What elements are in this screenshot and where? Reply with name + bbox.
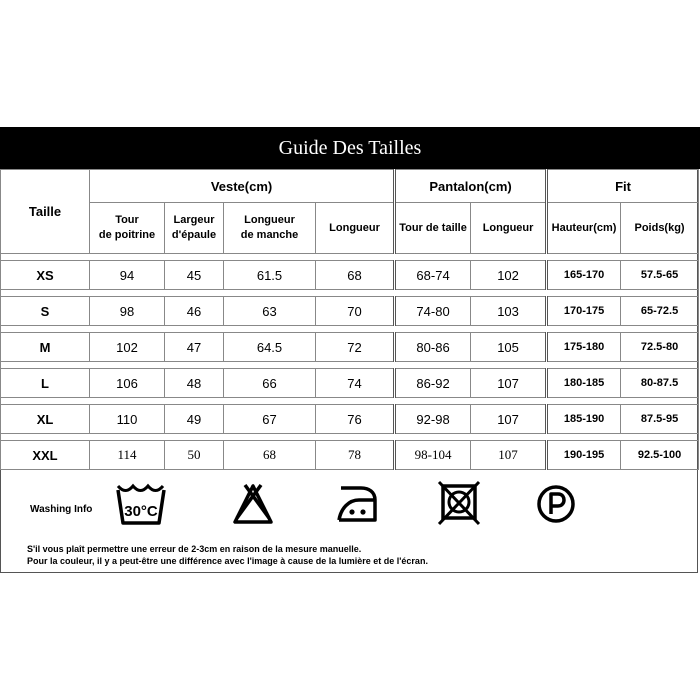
tour-taille-cell: 74-80 — [395, 297, 471, 326]
note-measurement: S'il vous plaît permettre une erreur de 2-3cm en raison de la mesure manuelle. — [27, 544, 362, 554]
size-cell: XS — [1, 261, 90, 290]
size-table — [0, 169, 699, 470]
longueur-pantalon-cell: 103 — [471, 297, 547, 326]
longueur-veste-cell: 74 — [316, 369, 395, 398]
table-row-l — [1, 369, 699, 398]
header-poids: Poids(kg) — [621, 203, 699, 254]
poids-cell: 80-87.5 — [621, 369, 699, 398]
hauteur-cell: 190-195 — [547, 441, 621, 470]
largeur-epaule-cell: 47 — [165, 333, 224, 362]
table-row-xs — [1, 261, 699, 290]
tour-poitrine-cell: 102 — [90, 333, 165, 362]
poids-cell: 92.5-100 — [621, 441, 699, 470]
tour-poitrine-cell: 106 — [90, 369, 165, 398]
largeur-epaule-cell: 49 — [165, 405, 224, 434]
dry-clean-p-icon — [536, 484, 576, 524]
header-fit: Fit — [547, 170, 699, 203]
longueur-veste-cell: 76 — [316, 405, 395, 434]
tour-taille-cell: 68-74 — [395, 261, 471, 290]
header-longueur-veste: Longueur — [316, 203, 395, 254]
table-row-m — [1, 333, 699, 362]
washing-info-label: Washing Info — [30, 504, 93, 515]
poids-cell: 57.5-65 — [621, 261, 699, 290]
note-color: Pour la couleur, il y a peut-être une différence avec l'image à cause de la lumière et de l'écran. — [27, 556, 428, 566]
longueur-pantalon-cell: 107 — [471, 405, 547, 434]
header-veste: Veste(cm) — [90, 170, 395, 203]
hauteur-cell: 170-175 — [547, 297, 621, 326]
longueur-veste-cell: 78 — [316, 441, 395, 470]
hauteur-cell: 185-190 — [547, 405, 621, 434]
tour-poitrine-cell: 110 — [90, 405, 165, 434]
longueur-manche-cell: 63 — [224, 297, 316, 326]
longueur-pantalon-cell: 107 — [471, 369, 547, 398]
longueur-veste-cell: 72 — [316, 333, 395, 362]
tour-taille-cell: 86-92 — [395, 369, 471, 398]
longueur-manche-cell: 66 — [224, 369, 316, 398]
header-longueur-pantalon: Longueur — [471, 203, 547, 254]
header-hauteur: Hauteur(cm) — [547, 203, 621, 254]
size-cell: M — [1, 333, 90, 362]
largeur-epaule-cell: 46 — [165, 297, 224, 326]
iron-medium-icon — [333, 480, 381, 524]
hauteur-cell: 175-180 — [547, 333, 621, 362]
tour-taille-cell: 98-104 — [395, 441, 471, 470]
longueur-pantalon-cell: 105 — [471, 333, 547, 362]
table-row-xxl — [1, 441, 699, 470]
poids-cell: 72.5-80 — [621, 333, 699, 362]
largeur-epaule-cell: 48 — [165, 369, 224, 398]
tour-taille-cell: 92-98 — [395, 405, 471, 434]
size-cell: S — [1, 297, 90, 326]
header-largeur-epaule: Largeur d'épaule — [165, 203, 224, 254]
header-pantalon: Pantalon(cm) — [395, 170, 547, 203]
hauteur-cell: 180-185 — [547, 369, 621, 398]
longueur-manche-cell: 68 — [224, 441, 316, 470]
longueur-pantalon-cell: 102 — [471, 261, 547, 290]
header-tour-de-taille: Tour de taille — [395, 203, 471, 254]
header-tour-de-poitrine: Tour de poitrine — [90, 203, 165, 254]
page-title: Guide Des Tailles — [0, 127, 700, 169]
longueur-veste-cell: 70 — [316, 297, 395, 326]
notes — [27, 543, 428, 567]
longueur-manche-cell: 64.5 — [224, 333, 316, 362]
no-tumble-dry-icon — [437, 480, 481, 526]
longueur-pantalon-cell: 107 — [471, 441, 547, 470]
poids-cell: 87.5-95 — [621, 405, 699, 434]
largeur-epaule-cell: 45 — [165, 261, 224, 290]
tour-taille-cell: 80-86 — [395, 333, 471, 362]
table-row-xl — [1, 405, 699, 434]
poids-cell: 65-72.5 — [621, 297, 699, 326]
size-cell: XL — [1, 405, 90, 434]
wash-30-icon — [115, 482, 167, 526]
header-longueur-de-manche: Longueur de manche — [224, 203, 316, 254]
table-row-s — [1, 297, 699, 326]
size-cell: XXL — [1, 441, 90, 470]
size-cell: L — [1, 369, 90, 398]
washing-info-section — [0, 474, 698, 549]
no-bleach-icon — [231, 482, 275, 526]
longueur-manche-cell: 67 — [224, 405, 316, 434]
largeur-epaule-cell: 50 — [165, 441, 224, 470]
longueur-manche-cell: 61.5 — [224, 261, 316, 290]
tour-poitrine-cell: 94 — [90, 261, 165, 290]
tour-poitrine-cell: 114 — [90, 441, 165, 470]
hauteur-cell: 165-170 — [547, 261, 621, 290]
tour-poitrine-cell: 98 — [90, 297, 165, 326]
wash-temp-text: 30°C — [124, 503, 158, 520]
longueur-veste-cell: 68 — [316, 261, 395, 290]
header-taille: Taille — [1, 170, 90, 254]
